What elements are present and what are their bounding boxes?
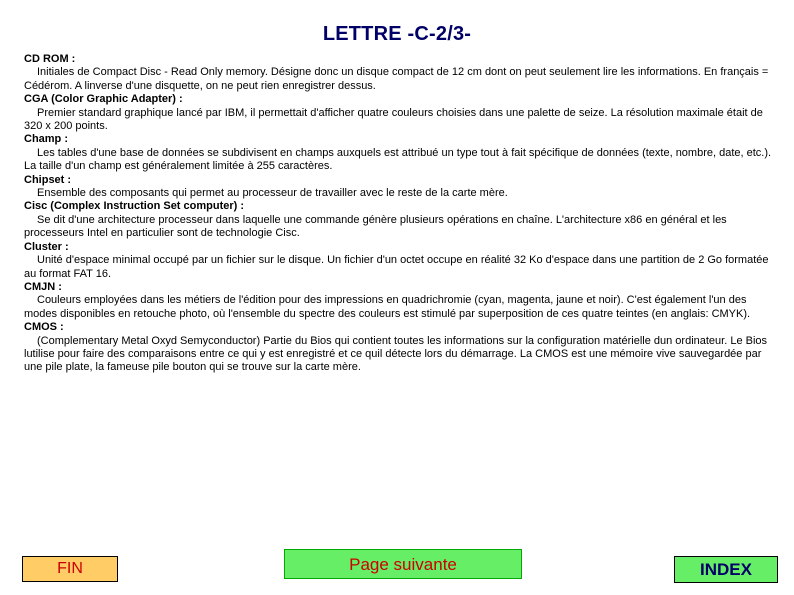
glossary-entry xyxy=(24,281,772,321)
glossary-entry xyxy=(24,321,772,375)
glossary-definition: Ensemble des composants qui permet au processeur de travailler avec le reste de la carte mère. xyxy=(37,187,508,200)
glossary-entry xyxy=(24,53,772,93)
glossary-entry xyxy=(24,200,772,240)
glossary-definition: Initiales de Compact Disc - Read Only memory. Désigne donc un disque compact de 12 cm dont on peut seulement lire les informations. En français = Cédérom. A linverse d'une disquette, on ne peut rien enregistrer dessus. xyxy=(24,66,769,92)
glossary-term: CGA (Color Graphic Adapter) : xyxy=(24,93,183,106)
glossary-definition: (Complementary Metal Oxyd Semyconductor) Partie du Bios qui contient toutes les informations sur la configuration matérielle dun ordinateur. Le Bios lutilise pour faire des comparaisons entre ce qui y est enregistré et ce quil détecte lors du démarrage. La CMOS est une mémoire vive sauvegardée par une pile plate, la fameuse pile bouton qui se trouve sur la carte mère. xyxy=(24,334,768,374)
glossary-entry xyxy=(24,93,772,133)
glossary-definition: Les tables d'une base de données se subdivisent en champs auxquels est attribué un type tout à fait spécifique de données (texte, nombre, date, etc.). La taille d'un champ est généralement limitée à 255 caractères. xyxy=(24,146,772,173)
glossary-term: CMJN : xyxy=(24,280,62,293)
index-button[interactable]: INDEX xyxy=(674,556,778,583)
fin-button[interactable]: FIN xyxy=(22,556,118,582)
next-page-button[interactable]: Page suivante xyxy=(284,549,522,579)
glossary-entry xyxy=(24,174,772,201)
glossary-definition: Premier standard graphique lancé par IBM, il permettait d'afficher quatre couleurs choisies dans une palette de seize. La résolution maximale était de 320 x 200 points. xyxy=(24,106,763,133)
glossary-entry xyxy=(24,241,772,281)
glossary-term: Cluster : xyxy=(24,240,69,253)
glossary-definition: Unité d'espace minimal occupé par un fichier sur le disque. Un fichier d'un octet occupe en réalité 32 Ko d'espace dans une partition de 2 Go formatée au format FAT 16. xyxy=(24,254,769,280)
glossary-list xyxy=(24,53,772,375)
glossary-definition: Se dit d'une architecture processeur dans laquelle une commande génère plusieurs opérations en chaîne. L'architecture x86 en général et les processeurs Intel en particulier sont de technologie Cisc. xyxy=(24,213,727,240)
glossary-term: CMOS : xyxy=(24,321,64,334)
glossary-definition: Couleurs employées dans les métiers de l'édition pour des impressions en quadrichromie (cyan, magenta, jaune et noir). C'est également l'un des modes disponibles en retouche photo, où l'ensemble du spectre des couleurs est stimulé par superposition de ces quatre teintes (en anglais: CMYK). xyxy=(24,294,751,320)
glossary-term: Cisc (Complex Instruction Set computer) : xyxy=(24,200,245,213)
glossary-term: Chipset : xyxy=(24,173,72,186)
glossary-term: Champ : xyxy=(24,133,68,146)
page-title: LETTRE -C-2/3- xyxy=(322,23,472,45)
glossary-term: CD ROM : xyxy=(24,53,76,65)
glossary-entry xyxy=(24,133,772,173)
